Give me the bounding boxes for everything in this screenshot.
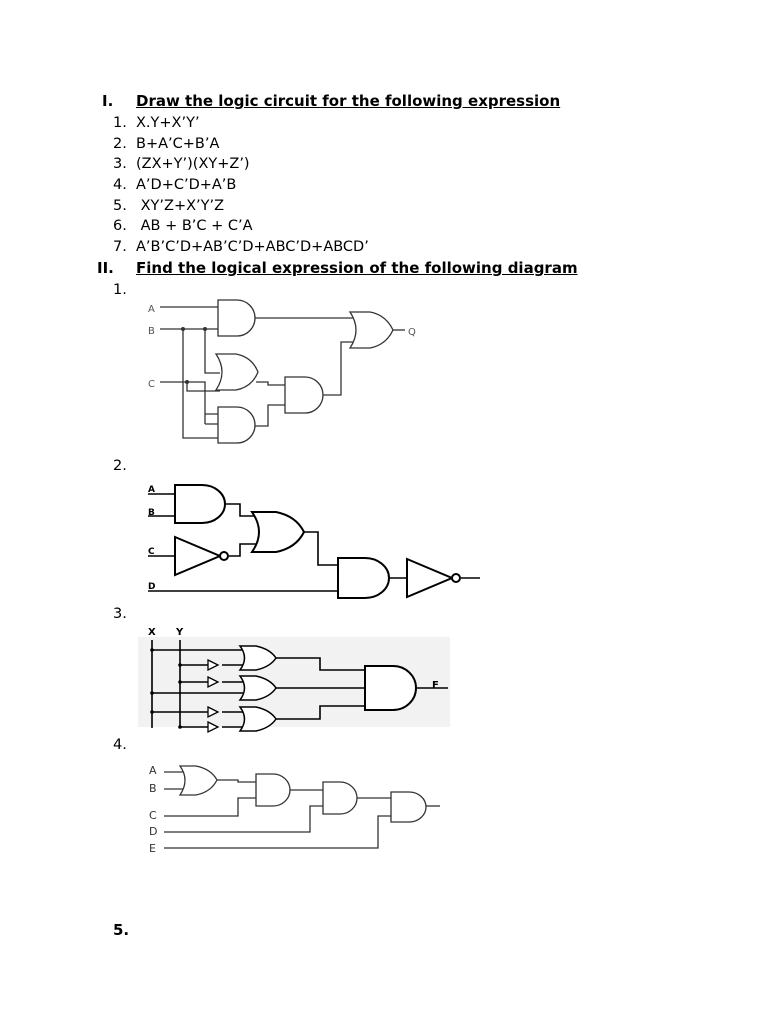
diagram-2-input-b-label: B	[148, 508, 155, 518]
item-5-expression: XY’Z+X’Y’Z	[136, 198, 225, 214]
item-3-expression: (ZX+Y’)(XY+Z’)	[136, 156, 250, 172]
diagram-3-output-f-label: F	[432, 680, 439, 691]
diagram-4-and-gate	[323, 782, 357, 814]
item-4-expression: A’D+C’D+A’B	[136, 177, 237, 193]
diagram-3-input-y-label: Y	[176, 627, 184, 638]
item-1-expression: X.Y+X’Y’	[136, 115, 200, 131]
diagram-4-input-d-label: D	[149, 825, 158, 838]
diagram-1-output-q-label: Q	[408, 327, 416, 338]
diagram-4-and-gate	[391, 792, 426, 822]
item-3-number: 3.	[113, 156, 127, 172]
diagram-1-number: 1.	[113, 282, 127, 298]
diagram-3-input-x-label: X	[148, 627, 156, 638]
item-7-number: 7.	[113, 239, 127, 255]
diagram-4-input-e-label: E	[149, 842, 156, 855]
diagram-4-or-gate	[180, 766, 217, 795]
diagram-4-wire	[164, 772, 185, 789]
item-2-number: 2.	[113, 136, 127, 152]
item-7-expression: A’B’C’D+AB’C’D+ABC’D+ABCD’	[136, 239, 369, 255]
diagram-1-input-c-label: C	[148, 379, 155, 390]
diagram-4-wire	[164, 798, 256, 816]
item-2-expression: B+A’C+B’A	[136, 136, 220, 152]
diagram-4-and-gate	[256, 774, 290, 806]
diagram-3-number: 3.	[113, 606, 127, 622]
diagram-2-input-c-label: C	[148, 547, 155, 557]
diagram-2-input-a-label: A	[148, 485, 155, 495]
item-5-number: 5.	[113, 198, 127, 214]
diagram-4-input-c-label: C	[149, 809, 157, 822]
diagram-1-input-b-label: B	[148, 326, 155, 337]
diagram-4-input-b-label: B	[149, 782, 157, 795]
item-4-number: 4.	[113, 177, 127, 193]
diagram-5-number: 5.	[113, 921, 130, 939]
item-6-number: 6.	[113, 218, 127, 234]
diagram-4-number: 4.	[113, 737, 127, 753]
section-2-heading: Find the logical expression of the following diagram	[136, 259, 578, 277]
diagram-4-wire	[164, 806, 323, 832]
diagram-2-number: 2.	[113, 458, 127, 474]
diagram-4-wire	[216, 780, 256, 782]
section-2-numeral: II.	[97, 259, 114, 277]
item-6-expression: AB + B’C + C’A	[136, 218, 253, 234]
diagram-1-input-a-label: A	[148, 304, 155, 315]
diagram-2-input-d-label: D	[148, 582, 156, 592]
diagram-4-input-a-label: A	[149, 764, 157, 777]
section-1-heading: Draw the logic circuit for the following expression	[136, 92, 561, 110]
section-1-numeral: I.	[102, 92, 114, 110]
item-1-number: 1.	[113, 115, 127, 131]
